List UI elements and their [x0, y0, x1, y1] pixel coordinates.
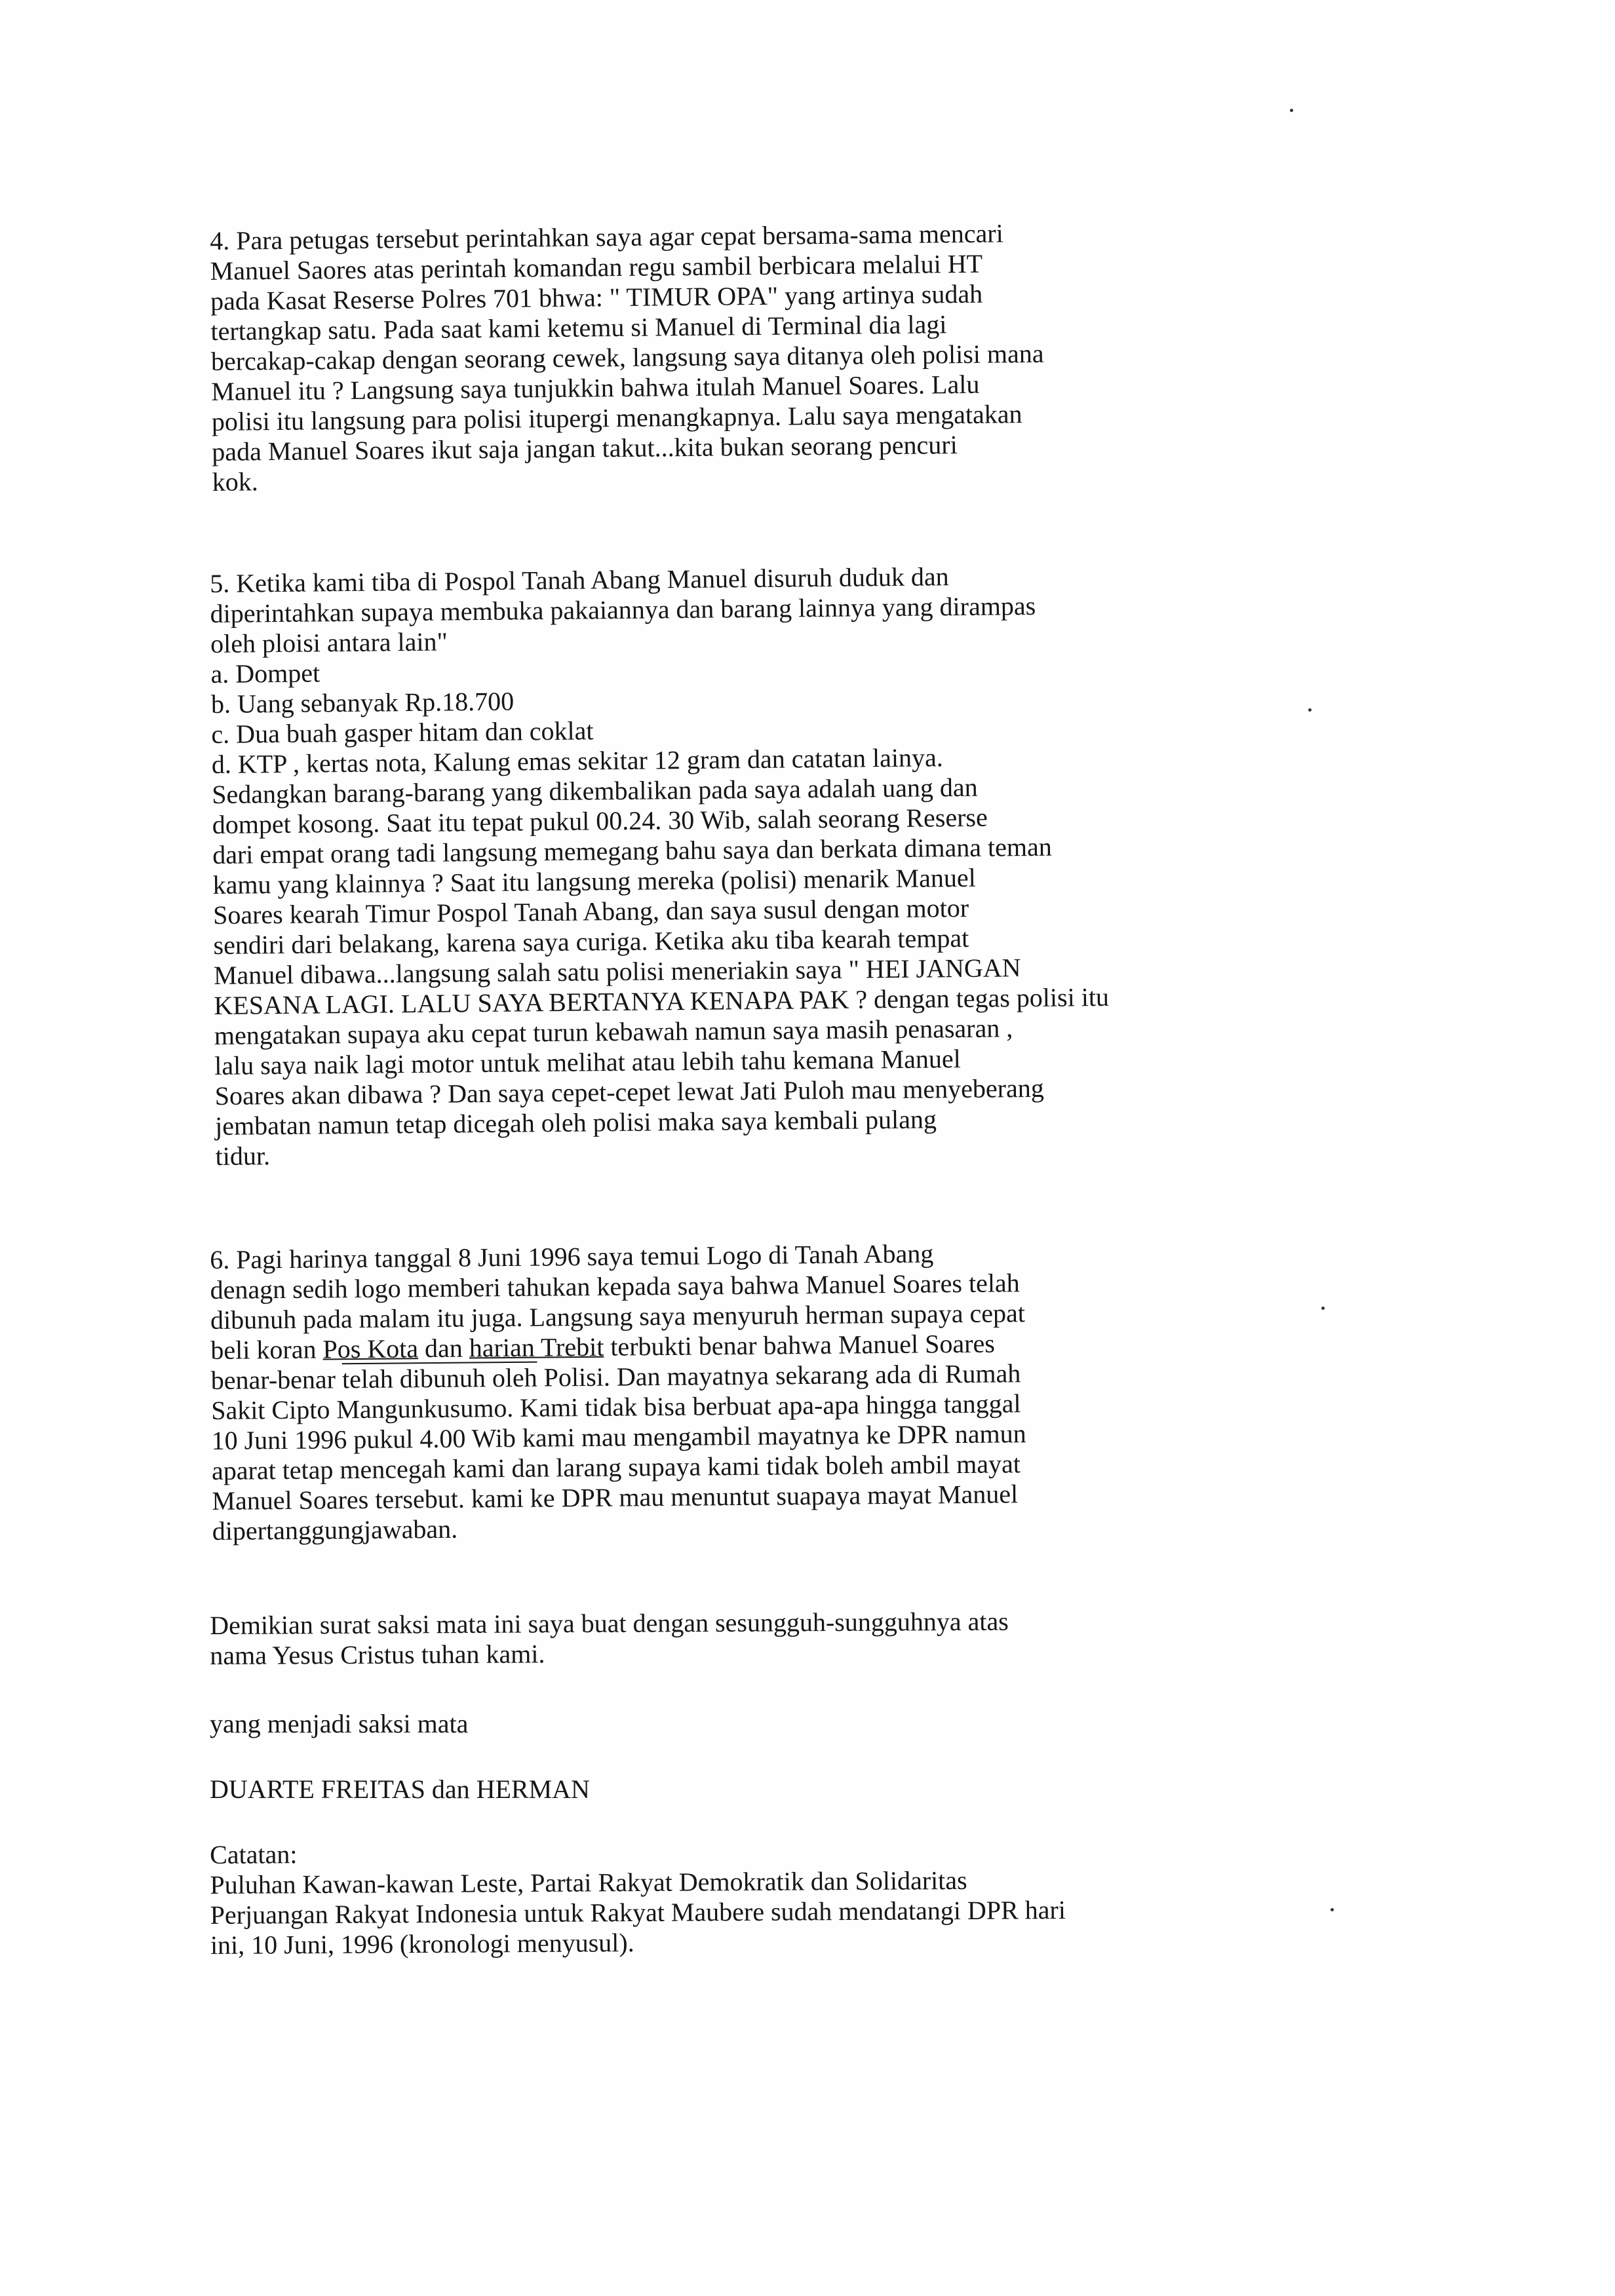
- scan-speck: [1321, 1307, 1325, 1310]
- paragraph-line: Soares kearah Timur Pospol Tanah Abang, dan saya susul dengan motor: [212, 892, 969, 930]
- paragraph-line: dibunuh pada malam itu juga. Langsung saya menyuruh herman supaya cepat: [210, 1298, 1026, 1335]
- paragraph-line: ini, 10 Juni, 1996 (kronologi menyusul).: [210, 1928, 634, 1960]
- witness-label: [210, 1709, 1206, 1739]
- paragraph-line: diperintahkan supaya membuka pakaiannya dan barang lainnya yang dirampas: [210, 590, 1036, 628]
- scan-speck: [1290, 109, 1293, 112]
- text-run: Polisi. Dan mayatnya sekarang ada di Rumah: [537, 1358, 1021, 1392]
- paragraph-line: Soares akan dibawa ? Dan saya cepet-cepet lewat Jati Puloh mau menyeberang: [214, 1073, 1044, 1111]
- text-run: benar-benar: [210, 1364, 343, 1395]
- paragraph-line: tertangkap satu. Pada saat kami ketemu si Manuel di Terminal dia lagi: [210, 309, 947, 346]
- paragraph-5: [210, 559, 1212, 1172]
- underlined-newspaper-name: harian Trebit: [469, 1331, 604, 1363]
- paragraph-line: Manuel itu ? Langsung saya tunjukkin bahwa itulah Manuel Soares. Lalu: [211, 369, 980, 406]
- paragraph-line: aparat tetap mencegah kami dan larang supaya kami tidak boleh ambil mayat: [211, 1449, 1021, 1485]
- paragraph-4: [210, 216, 1209, 497]
- paragraph-line: lalu saya naik lagi motor untuk melihat atau lebih tahu kemana Manuel: [214, 1044, 962, 1081]
- paragraph-line: Demikian surat saksi mata ini saya buat dengan sesungguh-sungguhnya atas: [210, 1606, 1009, 1640]
- paragraph-line: Manuel dibawa...langsung salah satu polisi meneriakin saya " HEI JANGAN: [213, 953, 1021, 990]
- paragraph-line: 6. Pagi harinya tanggal 8 Juni 1996 saya temui Logo di Tanah Abang: [210, 1238, 934, 1274]
- paragraph-line: kok.: [212, 467, 258, 497]
- witness-names: [210, 1774, 1206, 1805]
- text-run: beli koran: [210, 1334, 323, 1365]
- paragraph-line: jembatan namun tetap dicegah oleh polisi maka saya kembali pulang: [214, 1104, 937, 1141]
- paragraph-line: Puluhan Kawan-kawan Leste, Partai Rakyat Demokratik dan Solidaritas: [210, 1865, 967, 1900]
- paragraph-line: 5. Ketika kami tiba di Pospol Tanah Abang Manuel disuruh duduk dan: [210, 562, 949, 598]
- paragraph-line: Manuel Soares tersebut. kami ke DPR mau menuntut suapaya mayat Manuel: [212, 1479, 1019, 1516]
- paragraph-line: dipertanggungjawaban.: [212, 1514, 458, 1546]
- handwritten-overline-text: telah dibunuh oleh: [341, 1362, 537, 1394]
- paragraph-6: [210, 1236, 1209, 1546]
- paragraph-line: pada Kasat Reserse Polres 701 bhwa: " TIMUR OPA" yang artinya sudah: [210, 278, 983, 316]
- list-item: c. Dua buah gasper hitam dan coklat: [211, 716, 594, 749]
- scan-speck: [1308, 708, 1312, 712]
- paragraph-line: bercakap-cakap dengan seorang cewek, langsung saya ditanya oleh polisi mana: [210, 338, 1044, 376]
- paragraph-line: 4. Para petugas tersebut perintahkan saya agar cepat bersama-sama mencari: [210, 218, 1003, 256]
- paragraph-line: Manuel Saores atas perintah komandan regu sambil berbicara melalui HT: [210, 248, 983, 286]
- paragraph-line: denagn sedih logo memberi tahukan kepada saya bahwa Manuel Soares telah: [210, 1268, 1020, 1305]
- paragraph-line: KESANA LAGI. LALU SAYA BERTANYA KENAPA PAK ? dengan tegas polisi itu: [214, 982, 1110, 1020]
- closing-statement: [210, 1605, 1206, 1671]
- paragraph-line: dompet kosong. Saat itu tepat pukul 00.24. 30 Wib, salah seorang Reserse: [212, 802, 988, 839]
- paragraph-line: polisi itu langsung para polisi itupergi menangkapnya. Lalu saya mengatakan: [211, 399, 1022, 436]
- paragraph-line: mengatakan supaya aku cepat turun kebawah namun saya masih penasaran ,: [214, 1013, 1013, 1050]
- scan-speck: [1331, 1908, 1334, 1911]
- witness-names-text: DUARTE FREITAS dan HERMAN: [210, 1774, 590, 1804]
- underlined-newspaper-name: Pos Kota: [322, 1333, 419, 1364]
- paragraph-line: Sakit Cipto Mangunkusumo. Kami tidak bisa berbuat apa-apa hingga tanggal: [211, 1388, 1021, 1425]
- paragraph-line: 10 Juni 1996 pukul 4.00 Wib kami mau mengambil mayatnya ke DPR namun: [211, 1419, 1026, 1455]
- list-item: b. Uang sebanyak Rp.18.700: [210, 686, 515, 719]
- paragraph-line: oleh ploisi antara lain": [210, 626, 448, 659]
- paragraph-line: pada Manuel Soares ikut saja jangan takut...kita bukan seorang pencuri: [212, 430, 958, 467]
- text-run: dan: [418, 1333, 469, 1364]
- paragraph-line: kamu yang klainnya ? Saat itu langsung mereka (polisi) menarik Manuel: [212, 862, 976, 900]
- witness-label-text: yang menjadi saksi mata: [210, 1709, 469, 1738]
- list-item: d. KTP , kertas nota, Kalung emas sekitar 12 gram dan catatan lainya.: [211, 742, 943, 779]
- paragraph-line: tidur.: [215, 1141, 271, 1171]
- list-item: a. Dompet: [210, 658, 321, 689]
- paragraph-line: Sedangkan barang-barang yang dikembalikan pada saya adalah uang dan: [212, 772, 978, 809]
- text-run: terbukti benar bahwa Manuel Soares: [604, 1328, 995, 1362]
- note-heading: Catatan:: [210, 1839, 298, 1869]
- paragraph-line: Perjuangan Rakyat Indonesia untuk Rakyat Maubere sudah mendatangi DPR hari: [210, 1895, 1066, 1930]
- note-section: [210, 1834, 1207, 1961]
- paragraph-line: dari empat orang tadi langsung memegang bahu saya dan berkata dimana teman: [212, 832, 1053, 870]
- paragraph-line: nama Yesus Cristus tuhan kami.: [210, 1639, 545, 1670]
- paragraph-line: sendiri dari belakang, karena saya curiga. Ketika aku tiba kearah tempat: [213, 923, 969, 960]
